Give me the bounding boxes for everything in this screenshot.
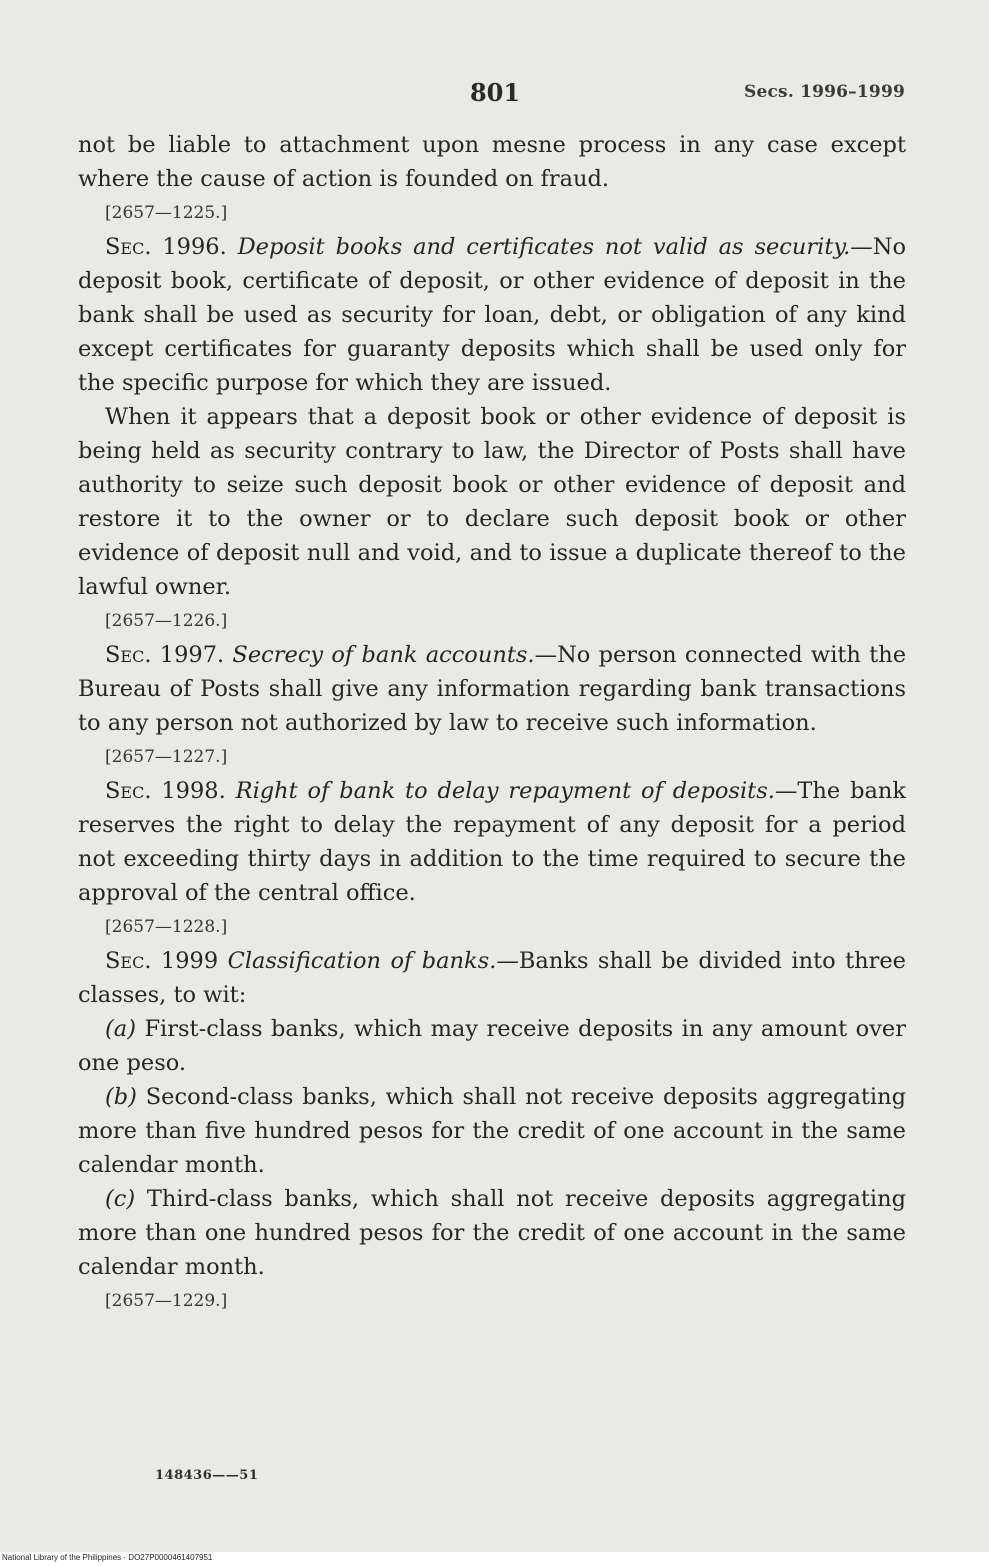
list-letter: (a) [105, 1016, 136, 1042]
continued-paragraph: not be liable to attachment upon mesne process in any case except where the cause of action is founded on fraud. [78, 132, 906, 192]
section-number: 1996. [151, 234, 238, 260]
list-letter: (c) [105, 1186, 136, 1212]
list-item-c [78, 1182, 906, 1284]
section-number: 1998. [151, 778, 236, 804]
source-reference: [2657—1226.] [105, 611, 228, 631]
source-reference: [2657—1229.] [105, 1291, 228, 1311]
source-reference: [2657—1228.] [105, 917, 228, 937]
section-title: Classification of banks. [227, 948, 497, 974]
list-item-b [78, 1080, 906, 1182]
source-reference: [2657—1227.] [105, 747, 228, 767]
list-text: Second-class banks, which shall not receive deposits aggregating more than five hundred pesos for the credit of one account in the same calendar month. [78, 1084, 906, 1178]
section-label: Sec. [105, 778, 152, 804]
scan-footer [0, 1552, 989, 1566]
page-header [0, 78, 989, 112]
list-text: First-class banks, which may receive deposits in any amount over one peso. [78, 1016, 906, 1076]
printer-code: 148436——51 [155, 1468, 259, 1483]
scan-footer-text: National Library of the Philippines · DO27P0000461407951 [2, 1553, 213, 1562]
list-letter: (b) [105, 1084, 137, 1110]
section-1998 [78, 774, 906, 910]
section-1999 [78, 944, 906, 1012]
section-range: Secs. 1996–1999 [744, 82, 905, 102]
section-title: Right of bank to delay repayment of deposits. [235, 778, 775, 804]
list-text: Third-class banks, which shall not receive deposits aggregating more than one hundred pesos for the credit of one account in the same calendar month. [78, 1186, 906, 1280]
section-label: Sec. [105, 948, 152, 974]
paragraph-seize-deposit: When it appears that a deposit book or other evidence of deposit is being held as security contrary to law, the Director of Posts shall have authority to seize such deposit book or other evidence of deposit and restore it to the owner or to declare such deposit book or other evidence of deposit null and void, and to issue a duplicate thereof to the lawful owner. [78, 404, 906, 600]
section-title: Secrecy of bank accounts. [232, 642, 535, 668]
section-number: 1997. [151, 642, 233, 668]
section-label: Sec. [105, 642, 152, 668]
section-1996 [78, 230, 906, 400]
page-body [78, 128, 906, 1318]
section-1997 [78, 638, 906, 740]
page-number: 801 [469, 78, 521, 107]
section-title: Deposit books and certificates not valid as security. [237, 234, 851, 260]
section-number: 1999 [151, 948, 228, 974]
section-body: —The bank reserves the right to delay the repayment of any deposit for a period not exceeding thirty days in addition to the time required to secure the approval of the central office. [78, 778, 907, 906]
list-item-a [78, 1012, 906, 1080]
section-body: —Banks shall be divided into three classes, to wit: [78, 948, 907, 1008]
section-body: —No deposit book, certificate of deposit, or other evidence of deposit in the bank shall be used as security for loan, debt, or obligation of any kind except certificates for guaranty deposits which shall be used only for the specific purpose for which they are issued. [78, 234, 907, 396]
section-label: Sec. [105, 234, 152, 260]
source-reference: [2657—1225.] [105, 203, 228, 223]
section-body: —No person connected with the Bureau of Posts shall give any information regarding bank transactions to any person not authorized by law to receive such information. [78, 642, 907, 736]
